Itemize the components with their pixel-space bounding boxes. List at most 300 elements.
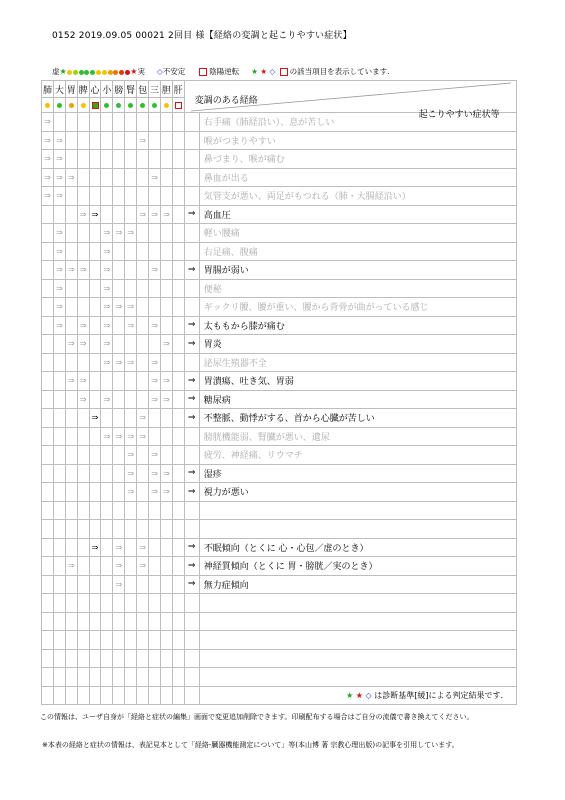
meridian-cell: [160, 224, 172, 243]
meridian-column-header: 脾: [77, 81, 89, 98]
meridian-arrow: ⇒: [53, 224, 65, 243]
meridian-cell: [77, 298, 89, 317]
meridian-cell: [149, 501, 161, 520]
meridian-cell: [160, 298, 172, 317]
meridian-cell: [53, 409, 65, 428]
meridian-cell: [89, 279, 101, 298]
meridian-cell: [149, 150, 161, 169]
legend-deficient: 虚: [52, 67, 60, 76]
meridian-cell: [65, 316, 77, 335]
meridian-cell: [101, 131, 113, 150]
table-row: [42, 335, 517, 354]
meridian-cell: [172, 483, 184, 502]
symptom-cell: 便秘: [199, 279, 516, 298]
meridian-cell: [53, 335, 65, 354]
meridian-cell: [89, 575, 101, 594]
meridian-cell: [137, 224, 149, 243]
meridian-cell: [172, 168, 184, 187]
meridian-cell: [113, 501, 125, 520]
meridian-cell: [42, 335, 54, 354]
meridian-cell: [172, 131, 184, 150]
meridian-column-header: 三: [149, 81, 161, 98]
meridian-cell: [125, 205, 137, 224]
red-star-icon: ★: [130, 67, 138, 76]
meridian-arrow: ⇒: [149, 205, 161, 224]
meridian-arrow: ⇒: [42, 150, 54, 169]
meridian-cell: [65, 131, 77, 150]
meridian-column-header: 肺: [42, 81, 54, 98]
status-dot: [45, 103, 50, 108]
meridian-cell: [125, 261, 137, 280]
meridian-cell: [113, 520, 125, 539]
meridian-cell: [137, 464, 149, 483]
meridian-cell: [101, 150, 113, 169]
meridian-arrow: ⇒: [113, 427, 125, 446]
meridian-cell: [149, 242, 161, 261]
meridian-cell: [65, 224, 77, 243]
meridian-cell: [113, 390, 125, 409]
active-arrow: ⇒: [184, 335, 199, 354]
meridian-cell: [65, 501, 77, 520]
meridian-arrow: ⇒: [53, 168, 65, 187]
meridian-arrow: ⇒: [53, 316, 65, 335]
meridian-cell: [149, 279, 161, 298]
meridian-cell: [42, 261, 54, 280]
meridian-cell: [53, 113, 65, 132]
active-arrow: ⇒: [184, 483, 199, 502]
meridian-cell: [125, 520, 137, 539]
table-row: [42, 279, 517, 298]
active-arrow: ⇒: [184, 372, 199, 391]
meridian-cell: [172, 113, 184, 132]
table-row: [42, 557, 517, 576]
meridian-cell: [89, 520, 101, 539]
meridian-cell: [77, 464, 89, 483]
meridian-cell: [65, 242, 77, 261]
meridian-cell: [149, 427, 161, 446]
meridian-cell: [53, 520, 65, 539]
diamond-icon: ◇: [269, 67, 276, 76]
meridian-cell: [160, 409, 172, 428]
meridian-cell: [53, 575, 65, 594]
legend-dot: [73, 70, 78, 75]
meridian-cell: [89, 353, 101, 372]
meridian-arrow: ⇒: [137, 557, 149, 576]
blank-row: [42, 631, 517, 650]
meridian-cell: [113, 187, 125, 206]
meridian-cell: [113, 205, 125, 224]
meridian-cell: [65, 390, 77, 409]
symptom-cell: 胃炎: [199, 335, 516, 354]
meridian-cell: [125, 575, 137, 594]
meridian-cell: [172, 150, 184, 169]
active-arrow: ⇒: [184, 464, 199, 483]
meridian-cell: [137, 279, 149, 298]
meridian-cell: [65, 575, 77, 594]
meridian-cell: [77, 483, 89, 502]
symptom-cell: 糖尿病: [199, 390, 516, 409]
legend-dot: [96, 70, 101, 75]
meridian-arrow: ⇒: [77, 316, 89, 335]
active-arrow: [184, 187, 199, 206]
meridian-arrow: ⇒: [65, 557, 77, 576]
meridian-arrow: ⇒: [149, 446, 161, 465]
meridian-arrow: ⇒: [149, 464, 161, 483]
symptom-cell: 気管支が悪い、両足がもつれる（肺・大腸経沿い）: [199, 187, 516, 206]
meridian-cell: [101, 187, 113, 206]
meridian-cell: [137, 372, 149, 391]
table-row: [42, 409, 517, 428]
meridian-arrow: ⇒: [125, 464, 137, 483]
meridian-symptom-table: [41, 80, 517, 705]
meridian-cell: [137, 187, 149, 206]
meridian-arrow: ⇒: [125, 446, 137, 465]
meridian-arrow: ⇒: [65, 261, 77, 280]
meridian-cell: [113, 279, 125, 298]
table-row: [42, 446, 517, 465]
meridian-cell: [89, 113, 101, 132]
meridian-cell: [160, 446, 172, 465]
meridian-cell: [125, 279, 137, 298]
meridian-cell: [89, 150, 101, 169]
meridian-cell: [137, 316, 149, 335]
meridian-arrow: ⇒: [53, 279, 65, 298]
table-row: [42, 168, 517, 187]
meridian-cell: [42, 427, 54, 446]
meridian-cell: [149, 187, 161, 206]
meridian-arrow: ⇒: [77, 261, 89, 280]
meridian-arrow: ⇒: [101, 242, 113, 261]
blank-row: [42, 594, 517, 613]
meridian-cell: [42, 224, 54, 243]
symptom-cell: [199, 520, 516, 539]
meridian-cell: [42, 446, 54, 465]
symptom-cell: 胃潰瘍、吐き気、胃弱: [199, 372, 516, 391]
symptom-cell: 不眠傾向（とくに 心・心包／虚のとき）: [199, 538, 516, 557]
active-arrow: [184, 224, 199, 243]
active-arrow: [184, 501, 199, 520]
meridian-cell: [77, 353, 89, 372]
active-arrow: [184, 279, 199, 298]
meridian-cell: [137, 520, 149, 539]
meridian-arrow: ⇒: [65, 168, 77, 187]
meridian-arrow: ⇒: [160, 205, 172, 224]
meridian-arrow: ⇒: [125, 224, 137, 243]
meridian-cell: [149, 131, 161, 150]
meridian-cell: [172, 298, 184, 317]
meridian-arrow: ⇒: [77, 205, 89, 224]
meridian-cell: [149, 557, 161, 576]
meridian-cell: [42, 557, 54, 576]
meridian-arrow: ⇒: [53, 150, 65, 169]
meridian-arrow: ⇒: [101, 316, 113, 335]
meridian-cell: [137, 242, 149, 261]
meridian-cell: [101, 168, 113, 187]
meridian-arrow: ⇒: [160, 464, 172, 483]
status-dot: [128, 103, 133, 108]
symptom-cell: 神経質傾向（とくに 胃・膀胱／実のとき）: [199, 557, 516, 576]
meridian-arrow: ⇒: [137, 538, 149, 557]
meridian-cell: [53, 372, 65, 391]
meridian-arrow: ⇒: [137, 409, 149, 428]
legend: [52, 66, 390, 77]
meridian-cell: [65, 427, 77, 446]
meridian-cell: [77, 446, 89, 465]
table-row: [42, 427, 517, 446]
status-dot: [104, 103, 109, 108]
meridian-cell: [113, 372, 125, 391]
meridian-cell: [42, 316, 54, 335]
meridian-cell: [65, 205, 77, 224]
citation-note: ※本表の経絡と症状の情報は、表記見本として「経絡-臓器機能測定について」等(本山博 著 宗教心理出版)の記事を引用しています。: [42, 741, 459, 749]
meridian-cell: [149, 538, 161, 557]
meridian-cell: [65, 520, 77, 539]
meridian-cell: [65, 187, 77, 206]
meridian-cell: [101, 575, 113, 594]
legend-excess: 実: [137, 67, 145, 76]
table-row: [42, 372, 517, 391]
meridian-cell: [160, 427, 172, 446]
meridian-arrow: ⇒: [125, 483, 137, 502]
meridian-cell: [149, 520, 161, 539]
active-arrow: [184, 168, 199, 187]
table-row: [42, 520, 517, 539]
meridian-cell: [160, 316, 172, 335]
meridian-cell: [125, 187, 137, 206]
meridian-cell: [137, 113, 149, 132]
meridian-arrow: ⇒: [101, 279, 113, 298]
meridian-arrow: ⇒: [42, 168, 54, 187]
meridian-cell: [125, 242, 137, 261]
meridian-cell: [113, 483, 125, 502]
meridian-cell: [101, 205, 113, 224]
meridian-cell: [65, 464, 77, 483]
meridian-cell: [160, 242, 172, 261]
symptom-cell: 右足痛、腹痛: [199, 242, 516, 261]
meridian-cell: [53, 390, 65, 409]
meridian-arrow: ⇒: [53, 242, 65, 261]
active-arrow: ⇒: [184, 575, 199, 594]
meridian-cell: [149, 298, 161, 317]
meridian-arrow: ⇒: [160, 390, 172, 409]
meridian-cell: [89, 224, 101, 243]
blank-row: [42, 668, 517, 687]
symptom-cell: 不整脈、動悸がする、首から心臓が苦しい: [199, 409, 516, 428]
meridian-cell: [77, 279, 89, 298]
meridian-arrow: ⇒: [149, 261, 161, 280]
meridian-arrow: ⇒: [125, 353, 137, 372]
active-arrow: [184, 113, 199, 132]
meridian-arrow: ⇒: [113, 575, 125, 594]
meridian-column-header: 肝: [172, 81, 184, 98]
meridian-cell: [172, 279, 184, 298]
status-dot: [140, 103, 145, 108]
active-arrow: [184, 520, 199, 539]
table-row: [42, 538, 517, 557]
meridian-cell: [113, 335, 125, 354]
symptom-cell: 太ももから膝が痛む: [199, 316, 516, 335]
meridian-cell: [125, 538, 137, 557]
meridian-cell: [172, 205, 184, 224]
meridian-column-header: 包: [137, 81, 149, 98]
meridian-arrow: ⇒: [149, 316, 161, 335]
meridian-cell: [137, 335, 149, 354]
meridian-cell: [113, 409, 125, 428]
meridian-arrow: ⇒: [53, 261, 65, 280]
meridian-cell: [137, 150, 149, 169]
meridian-cell: [172, 538, 184, 557]
active-arrow: ⇒: [184, 316, 199, 335]
status-dot: [116, 103, 121, 108]
meridian-arrow: ⇒: [101, 390, 113, 409]
meridian-cell: [53, 205, 65, 224]
active-arrow: [184, 150, 199, 169]
meridian-arrow: ⇒: [101, 298, 113, 317]
blank-row: [42, 612, 517, 631]
active-arrow: [184, 446, 199, 465]
meridian-cell: [113, 316, 125, 335]
meridian-cell: [113, 113, 125, 132]
meridian-cell: [42, 242, 54, 261]
meridian-arrow: ⇒: [101, 335, 113, 354]
meridian-cell: [125, 372, 137, 391]
meridian-cell: [160, 557, 172, 576]
table-row: [42, 150, 517, 169]
table-row: [42, 575, 517, 594]
status-dot: [57, 103, 62, 108]
legend-dot: [67, 70, 72, 75]
meridian-cell: [101, 557, 113, 576]
meridian-cell: [172, 557, 184, 576]
criteria-text: は診断基準[緩]による判定結果です.: [374, 691, 503, 700]
active-arrow: ⇒: [184, 409, 199, 428]
active-arrow: ⇒: [184, 390, 199, 409]
meridian-cell: [160, 150, 172, 169]
meridian-cell: [172, 446, 184, 465]
meridian-arrow: ⇒: [149, 168, 161, 187]
meridian-cell: [113, 168, 125, 187]
active-arrow: ⇒: [184, 538, 199, 557]
meridian-cell: [89, 372, 101, 391]
meridian-arrow: ⇒: [113, 557, 125, 576]
meridian-cell: [42, 409, 54, 428]
legend-dot-scale: [67, 67, 131, 76]
symptom-cell: 視力が悪い: [199, 483, 516, 502]
meridian-cell: [42, 483, 54, 502]
meridian-arrow: ⇒: [101, 427, 113, 446]
meridian-arrow: ⇒: [77, 390, 89, 409]
meridian-cell: [77, 575, 89, 594]
meridian-arrow: ⇒: [160, 372, 172, 391]
reversal-square: [175, 102, 182, 109]
meridian-arrow: ⇒: [113, 298, 125, 317]
meridian-cell: [101, 483, 113, 502]
meridian-cell: [149, 113, 161, 132]
table-row: [42, 261, 517, 280]
symptom-cell: 湿疹: [199, 464, 516, 483]
meridian-cell: [53, 483, 65, 502]
meridian-cell: [77, 224, 89, 243]
meridian-cell: [65, 446, 77, 465]
meridian-arrow: ⇒: [113, 353, 125, 372]
meridian-cell: [160, 113, 172, 132]
meridian-cell: [172, 464, 184, 483]
meridian-cell: [53, 557, 65, 576]
legend-dot: [102, 70, 107, 75]
legend-dot: [125, 70, 130, 75]
meridian-column-header: 胆: [160, 81, 172, 98]
meridian-cell: [125, 501, 137, 520]
meridian-cell: [137, 483, 149, 502]
meridian-cell: [89, 335, 101, 354]
meridian-cell: [149, 575, 161, 594]
blank-row: [42, 649, 517, 668]
meridian-cell: [172, 372, 184, 391]
meridian-cell: [101, 501, 113, 520]
table-row: [42, 205, 517, 224]
meridian-cell: [77, 501, 89, 520]
meridian-cell: [101, 520, 113, 539]
meridian-cell: [172, 427, 184, 446]
meridian-arrow: ⇒: [42, 113, 54, 132]
meridian-cell: [77, 150, 89, 169]
meridian-arrow: ⇒: [77, 335, 89, 354]
meridian-cell: [160, 168, 172, 187]
symptom-cell: 高血圧: [199, 205, 516, 224]
meridian-cell: [101, 464, 113, 483]
meridian-cell: [172, 501, 184, 520]
meridian-arrow: ⇒: [137, 131, 149, 150]
meridian-arrow: ⇒: [113, 538, 125, 557]
meridian-column-header: 心: [89, 81, 101, 98]
meridian-cell: [42, 279, 54, 298]
table-row: [42, 316, 517, 335]
meridian-cell: [65, 298, 77, 317]
meridian-cell: [65, 538, 77, 557]
meridian-cell: [77, 409, 89, 428]
meridian-cell: [77, 538, 89, 557]
meridian-cell: [160, 187, 172, 206]
symptom-cell: [199, 501, 516, 520]
meridian-column-header: 小: [101, 81, 113, 98]
meridian-cell: [89, 446, 101, 465]
table-row: [42, 353, 517, 372]
meridian-arrow: ⇒: [42, 187, 54, 206]
meridian-cell: [113, 131, 125, 150]
meridian-arrow: ⇒: [160, 335, 172, 354]
legend-applicable: の該当項目を表示しています.: [289, 67, 390, 76]
table-row: [42, 501, 517, 520]
meridian-cell: [160, 520, 172, 539]
meridian-cell: [89, 483, 101, 502]
meridian-cell: [53, 464, 65, 483]
meridian-cell: [42, 353, 54, 372]
meridian-cell: [89, 557, 101, 576]
meridian-cell: [172, 390, 184, 409]
meridian-cell: [89, 390, 101, 409]
symptom-cell: 無力症傾向: [199, 575, 516, 594]
red-square-icon: [280, 68, 288, 76]
meridian-cell: [65, 353, 77, 372]
meridian-cell: [77, 131, 89, 150]
meridian-arrow: ⇒: [89, 409, 101, 428]
meridian-arrow: ⇒: [42, 131, 54, 150]
meridian-cell: [113, 242, 125, 261]
active-arrow: [184, 298, 199, 317]
legend-instability: 不安定: [162, 67, 186, 76]
meridian-arrow: ⇒: [65, 372, 77, 391]
table-row: [42, 187, 517, 206]
